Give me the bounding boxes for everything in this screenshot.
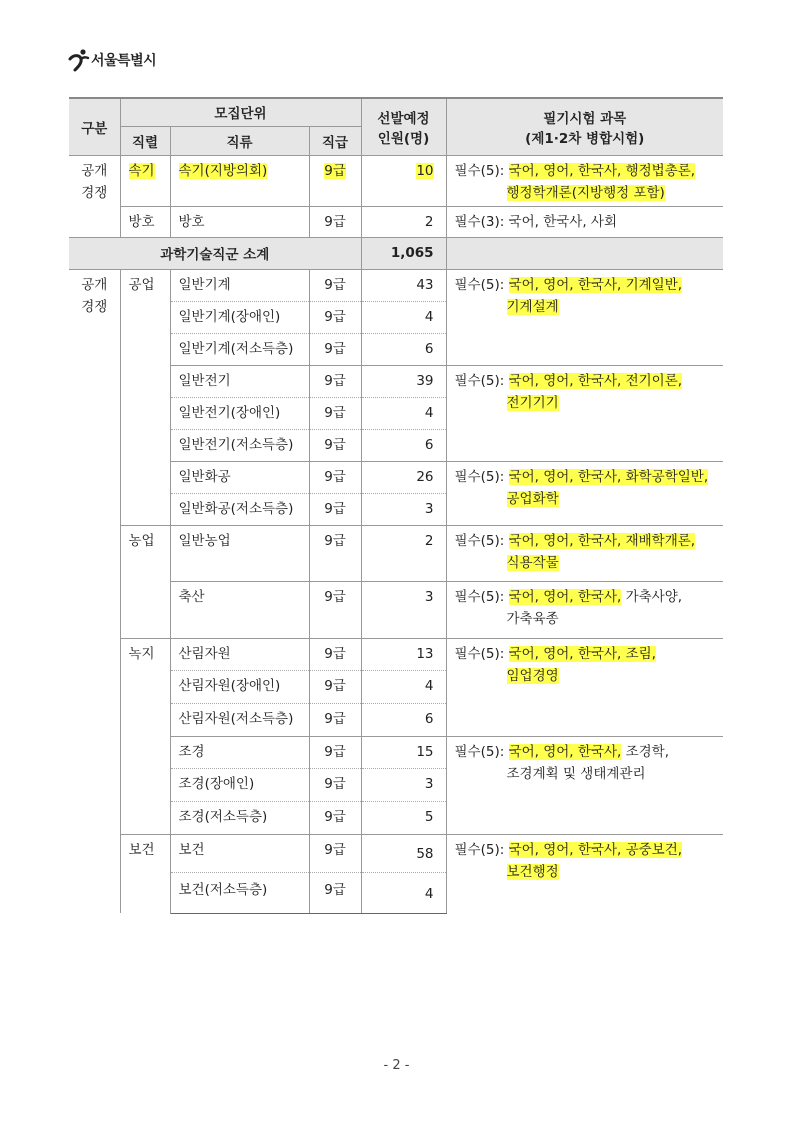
count-cell: 4 [361, 872, 446, 913]
jikryu-cell: 일반기계(저소득층) [170, 333, 309, 365]
subjects-cell [446, 365, 723, 461]
subtotal-count: 1,065 [361, 237, 446, 269]
grade-cell: 9급 [309, 638, 361, 670]
jikryu-cell: 보건 [170, 834, 309, 872]
subjects-cell [446, 269, 723, 365]
subjects-required: 국어, 영어, 한국사, 재배학개론, [508, 532, 696, 549]
jikryeol-cell: 속기 [128, 162, 155, 179]
header-mojip: 모집단위 [120, 98, 361, 126]
count-cell: 3 [361, 581, 446, 638]
subjects-cell [446, 581, 723, 638]
count-cell: 5 [361, 801, 446, 834]
count-cell: 43 [361, 269, 446, 301]
subjects-other: 가축사양, [621, 588, 683, 605]
grade-cell: 9급 [309, 333, 361, 365]
count-cell: 6 [361, 333, 446, 365]
grade-cell: 9급 [309, 429, 361, 461]
subjects-required: 식용작물 [506, 554, 559, 571]
subjects-cell [446, 736, 723, 834]
jikryu-cell: 조경(장애인) [170, 768, 309, 801]
table-row [69, 155, 723, 206]
jikryu-cell: 방호 [170, 206, 309, 237]
subtotal-row [69, 237, 723, 269]
subjects-prefix: 필수(5): [454, 532, 509, 549]
count-cell: 39 [361, 365, 446, 397]
jikryu-cell: 일반전기(장애인) [170, 397, 309, 429]
grade-cell: 9급 [324, 162, 346, 179]
jikryu-cell: 일반기계(장애인) [170, 301, 309, 333]
jikryeol-cell: 공업 [120, 269, 170, 525]
org-name: 서울특별시 [91, 53, 157, 69]
header-seonbal-line1: 선발예정 [377, 110, 430, 127]
grade-cell: 9급 [309, 397, 361, 429]
subjects-required: 보건행정 [506, 863, 559, 880]
grade-cell: 9급 [309, 365, 361, 397]
subjects-required: 국어, 영어, 한국사, 화학공학일반, [508, 468, 709, 485]
page-number: - 2 - [383, 1058, 410, 1073]
grade-cell: 9급 [309, 525, 361, 581]
header-jikryeol: 직렬 [120, 126, 170, 155]
count-cell: 2 [361, 206, 446, 237]
recruitment-table [69, 97, 723, 914]
header-pilgi-line1: 필기시험 과목 [543, 110, 627, 127]
count-cell: 13 [361, 638, 446, 670]
grade-cell: 9급 [309, 269, 361, 301]
jikryu-cell: 일반전기 [170, 365, 309, 397]
table-row [69, 834, 723, 872]
header-pilgi [446, 98, 723, 155]
jikryeol-cell: 농업 [120, 525, 170, 638]
grade-cell: 9급 [309, 768, 361, 801]
jikryu-cell: 축산 [170, 581, 309, 638]
subjects-other: 가축육종 [506, 610, 559, 627]
jikryu-cell: 일반화공 [170, 461, 309, 493]
subjects-cell [446, 834, 723, 913]
grade-cell: 9급 [309, 703, 361, 736]
subjects-cell [446, 525, 723, 581]
count-cell: 3 [361, 493, 446, 525]
table-row [69, 638, 723, 670]
grade-cell: 9급 [309, 581, 361, 638]
subjects-prefix: 필수(5): [454, 645, 509, 662]
grade-cell: 9급 [309, 872, 361, 913]
grade-cell: 9급 [309, 206, 361, 237]
gubun-cell [69, 155, 120, 237]
header-gubun: 구분 [69, 98, 120, 155]
jikryu-cell: 속기(지방의회) [178, 162, 268, 179]
count-cell: 26 [361, 461, 446, 493]
seoul-logo-icon [68, 48, 90, 72]
subjects-required: 국어, 영어, 한국사, 공중보건, [508, 841, 683, 858]
count-cell: 4 [361, 670, 446, 703]
gubun-line2: 경쟁 [81, 184, 108, 201]
header-seonbal [361, 98, 446, 155]
subjects-required: 공업화학 [506, 490, 559, 507]
jikryeol-cell: 보건 [120, 834, 170, 913]
grade-cell: 9급 [309, 801, 361, 834]
jikryu-cell: 일반전기(저소득층) [170, 429, 309, 461]
subjects-prefix: 필수(5): [454, 162, 509, 179]
subjects-prefix: 필수(5): [454, 468, 509, 485]
subjects-required: 국어, 영어, 한국사, 행정법총론, [508, 162, 696, 179]
jikryu-cell: 산림자원(저소득층) [170, 703, 309, 736]
subjects-prefix: 필수(5): [454, 743, 509, 760]
count-cell: 3 [361, 768, 446, 801]
subjects-required: 국어, 영어, 한국사, 기계일반, [508, 276, 683, 293]
header-seonbal-line2: 인원(명) [377, 130, 430, 147]
jikryu-cell: 조경 [170, 736, 309, 768]
subjects-required: 기계설계 [506, 298, 559, 315]
jikryu-cell: 보건(저소득층) [170, 872, 309, 913]
table-row [69, 269, 723, 301]
grade-cell: 9급 [309, 670, 361, 703]
gubun-cell [69, 269, 120, 913]
subjects-required: 국어, 영어, 한국사, [508, 743, 622, 760]
jikryu-cell: 산림자원(장애인) [170, 670, 309, 703]
count-cell: 6 [361, 703, 446, 736]
subjects-prefix: 필수(5): [454, 372, 509, 389]
page-header [68, 48, 156, 72]
grade-cell: 9급 [309, 461, 361, 493]
subjects-required: 국어, 영어, 한국사, 전기이론, [508, 372, 683, 389]
grade-cell: 9급 [309, 493, 361, 525]
count-cell: 10 [416, 162, 434, 179]
subjects-required: 임업경영 [506, 667, 559, 684]
subjects-cell [446, 638, 723, 736]
grade-cell: 9급 [309, 301, 361, 333]
subjects-cell [446, 155, 723, 206]
jikryeol-cell: 녹지 [120, 638, 170, 834]
subjects-required: 국어, 영어, 한국사, 조림, [508, 645, 656, 662]
count-cell: 4 [361, 301, 446, 333]
gubun-line2: 경쟁 [81, 298, 108, 315]
subjects-prefix: 필수(5): [454, 276, 509, 293]
subjects-required: 행정학개론(지방행정 포함) [506, 184, 665, 201]
subjects-cell: 필수(3): 국어, 한국사, 사회 [446, 206, 723, 237]
count-cell: 4 [361, 397, 446, 429]
subjects-prefix: 필수(5): [454, 588, 509, 605]
header-jikgeup: 직급 [309, 126, 361, 155]
table-row [69, 206, 723, 237]
header-jikryu: 직류 [170, 126, 309, 155]
jikryu-cell: 일반농업 [170, 525, 309, 581]
gubun-line1: 공개 [81, 162, 108, 179]
jikryu-cell: 일반기계 [170, 269, 309, 301]
grade-cell: 9급 [309, 834, 361, 872]
jikryeol-cell: 방호 [120, 206, 170, 237]
subtotal-label: 과학기술직군 소계 [69, 237, 361, 269]
count-cell: 6 [361, 429, 446, 461]
jikryu-cell: 일반화공(저소득층) [170, 493, 309, 525]
table-row [69, 525, 723, 581]
grade-cell: 9급 [309, 736, 361, 768]
count-cell: 15 [361, 736, 446, 768]
gubun-line1: 공개 [81, 276, 108, 293]
subjects-required: 전기기기 [506, 394, 559, 411]
header-pilgi-line2: (제1·2차 병합시험) [525, 130, 645, 147]
count-cell: 2 [361, 525, 446, 581]
jikryu-cell: 조경(저소득층) [170, 801, 309, 834]
subjects-other: 조경학, [621, 743, 670, 760]
count-cell: 58 [361, 834, 446, 872]
subjects-other: 조경계획 및 생태계관리 [506, 765, 646, 782]
subjects-prefix: 필수(5): [454, 841, 509, 858]
subjects-cell [446, 461, 723, 525]
jikryu-cell: 산림자원 [170, 638, 309, 670]
subjects-required: 국어, 영어, 한국사, [508, 588, 622, 605]
